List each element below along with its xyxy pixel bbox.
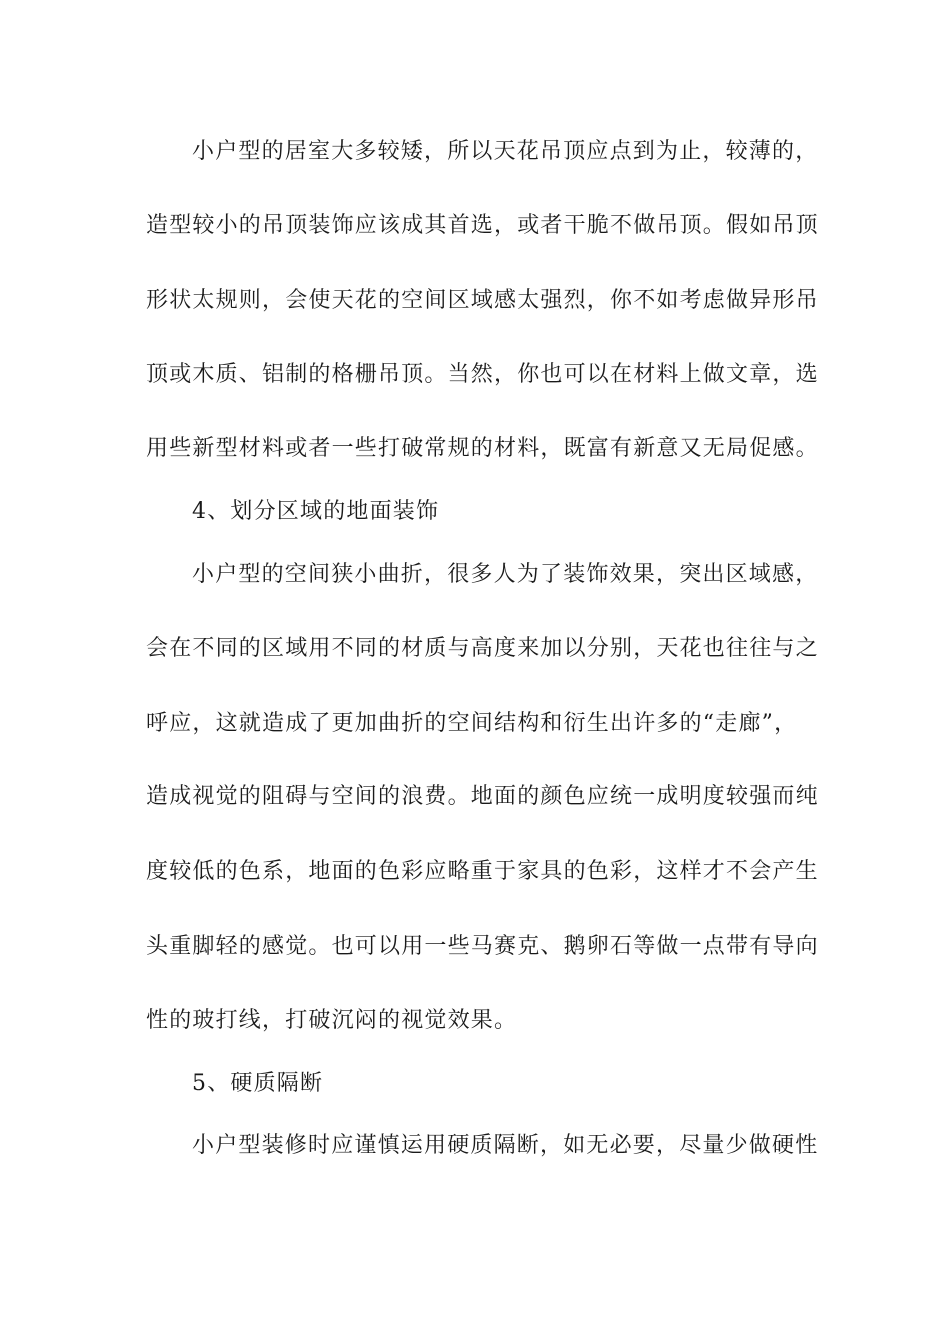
paragraph-line: 造型较小的吊顶装饰应该成其首选，或者干脆不做吊顶。假如吊顶 [146, 213, 819, 238]
paragraph-line: 头重脚轻的感觉。也可以用一些马赛克、鹅卵石等做一点带有导向 [146, 934, 819, 959]
paragraph-line: 会在不同的区域用不同的材质与高度来加以分别，天花也往往与之 [146, 636, 819, 661]
paragraph-line: 造成视觉的阻碍与空间的浪费。地面的颜色应统一成明度较强而纯 [146, 784, 819, 809]
paragraph-line: 性的玻打线，打破沉闷的视觉效果。 [146, 1008, 518, 1033]
paragraph-line: 小户型装修时应谨慎运用硬质隔断，如无必要，尽量少做硬性 [192, 1133, 819, 1158]
section-heading: 4、划分区域的地面装饰 [192, 499, 440, 524]
paragraph-line: 顶或木质、铝制的格栅吊顶。当然，你也可以在材料上做文章，选 [146, 362, 819, 387]
paragraph-line: 小户型的空间狭小曲折，很多人为了装饰效果，突出区域感， [192, 562, 819, 587]
paragraph-line: 用些新型材料或者一些打破常规的材料，既富有新意又无局促感。 [146, 436, 819, 461]
paragraph-line: 呼应，这就造成了更加曲折的空间结构和衍生出许多的“走廊”， [146, 711, 798, 736]
paragraph-line: 形状太规则，会使天花的空间区域感太强烈，你不如考虑做异形吊 [146, 288, 819, 313]
paragraph-line: 小户型的居室大多较矮，所以天花吊顶应点到为止，较薄的， [192, 139, 819, 164]
section-heading: 5、硬质隔断 [192, 1071, 324, 1096]
paragraph-line: 度较低的色系，地面的色彩应略重于家具的色彩，这样才不会产生 [146, 859, 819, 884]
